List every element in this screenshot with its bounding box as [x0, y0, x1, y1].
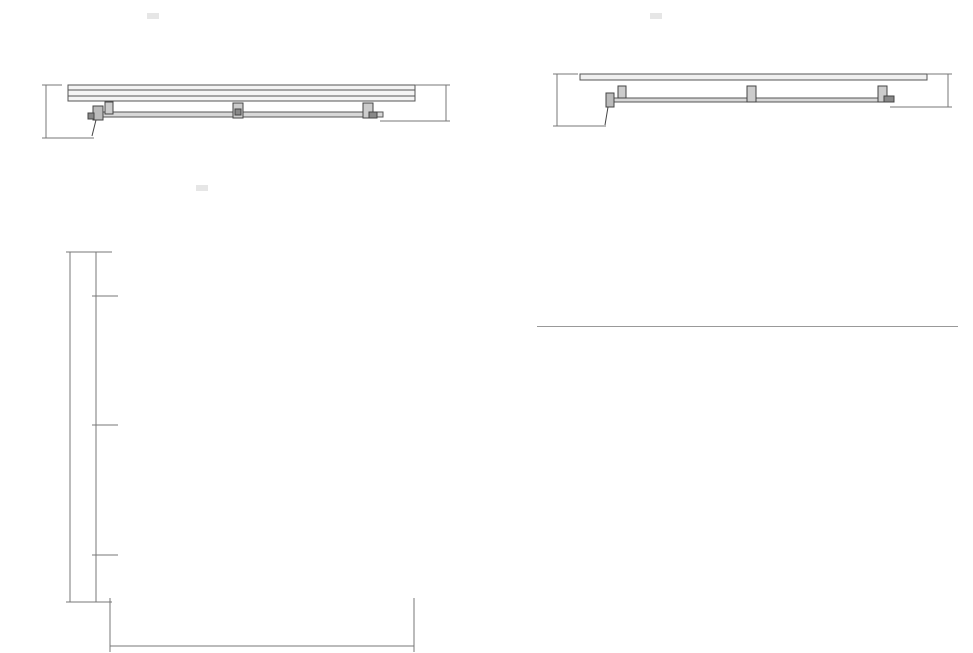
opened-side-view — [42, 85, 450, 138]
top-view-dimensions — [66, 252, 414, 652]
bracket-left — [88, 102, 113, 136]
bracket-right — [363, 103, 377, 118]
bracket-middle — [747, 86, 756, 102]
tolerance-table — [537, 304, 958, 327]
bracket-right — [878, 86, 894, 102]
table-title — [537, 304, 958, 327]
closed-side-view — [553, 74, 952, 126]
bracket-middle — [233, 103, 243, 118]
bracket-left — [605, 86, 626, 125]
